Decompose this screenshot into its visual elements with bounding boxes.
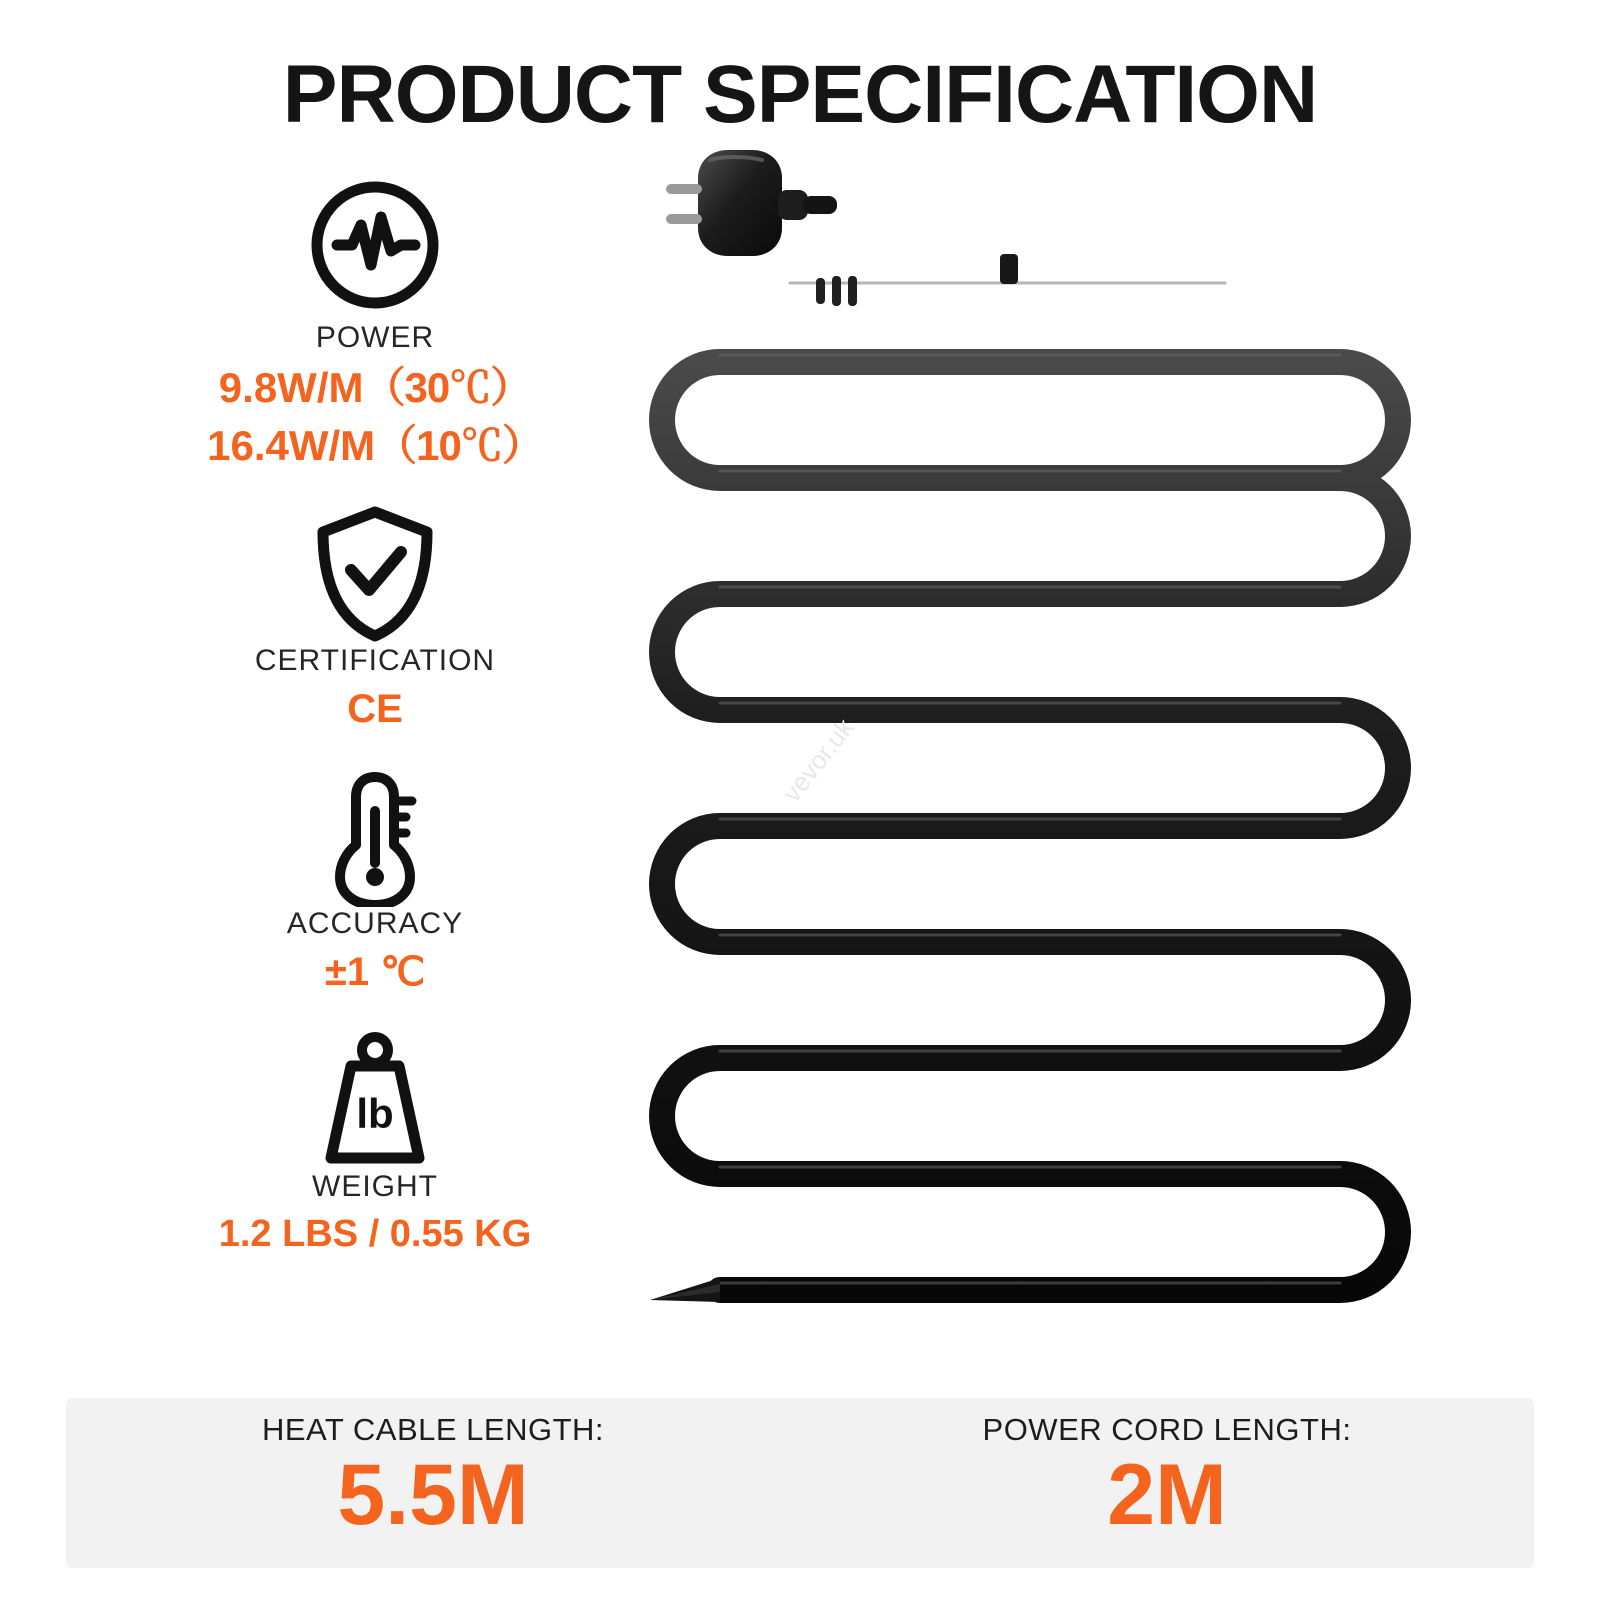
product-image-heating-cable [640, 150, 1480, 1390]
footer-cell-heat-cable-length [66, 1398, 800, 1568]
heat-cable-length-value: 5.5M [337, 1447, 529, 1543]
weight-icon-text: lb [356, 1090, 394, 1138]
page-title: PRODUCT SPECIFICATION [282, 49, 1318, 140]
spec-item-weight [120, 1036, 630, 1257]
spec-label-accuracy: ACCURACY [286, 907, 464, 941]
shield-check-icon [120, 510, 630, 638]
power-value-1: 9.8W/M [218, 364, 364, 411]
spec-value-weight: 1.2 LBS / 0.55 KG [218, 1213, 532, 1256]
power-condition-1: （30℃） [363, 364, 532, 411]
spec-item-power [120, 175, 630, 470]
waveform-circle-icon [120, 175, 630, 315]
watermark: vevor.uk [776, 712, 860, 808]
power-cord-length-caption: POWER CORD LENGTH: [982, 1412, 1352, 1447]
spec-value-certification: CE [347, 687, 403, 732]
footer-bar [66, 1398, 1534, 1568]
power-cord-length-value: 2M [1107, 1447, 1227, 1543]
spec-list [120, 175, 630, 1279]
footer-cell-power-cord-length [800, 1398, 1534, 1568]
power-value-2: 16.4W/M [207, 421, 376, 469]
spec-label-certification: CERTIFICATION [254, 644, 496, 678]
power-condition-2: （10℃） [375, 421, 543, 469]
spec-value-power-line2 [120, 421, 630, 471]
spec-value-power-line1 [120, 363, 630, 413]
spec-item-accuracy [120, 773, 630, 996]
spec-value-accuracy: ±1 ℃ [324, 950, 426, 995]
thermometer-icon [120, 773, 630, 901]
spec-label-weight: WEIGHT [312, 1170, 438, 1204]
heat-cable-length-caption: HEAT CABLE LENGTH: [261, 1412, 605, 1447]
weight-icon [120, 1036, 630, 1164]
spec-label-power: POWER [315, 321, 435, 354]
spec-item-certification [120, 510, 630, 733]
